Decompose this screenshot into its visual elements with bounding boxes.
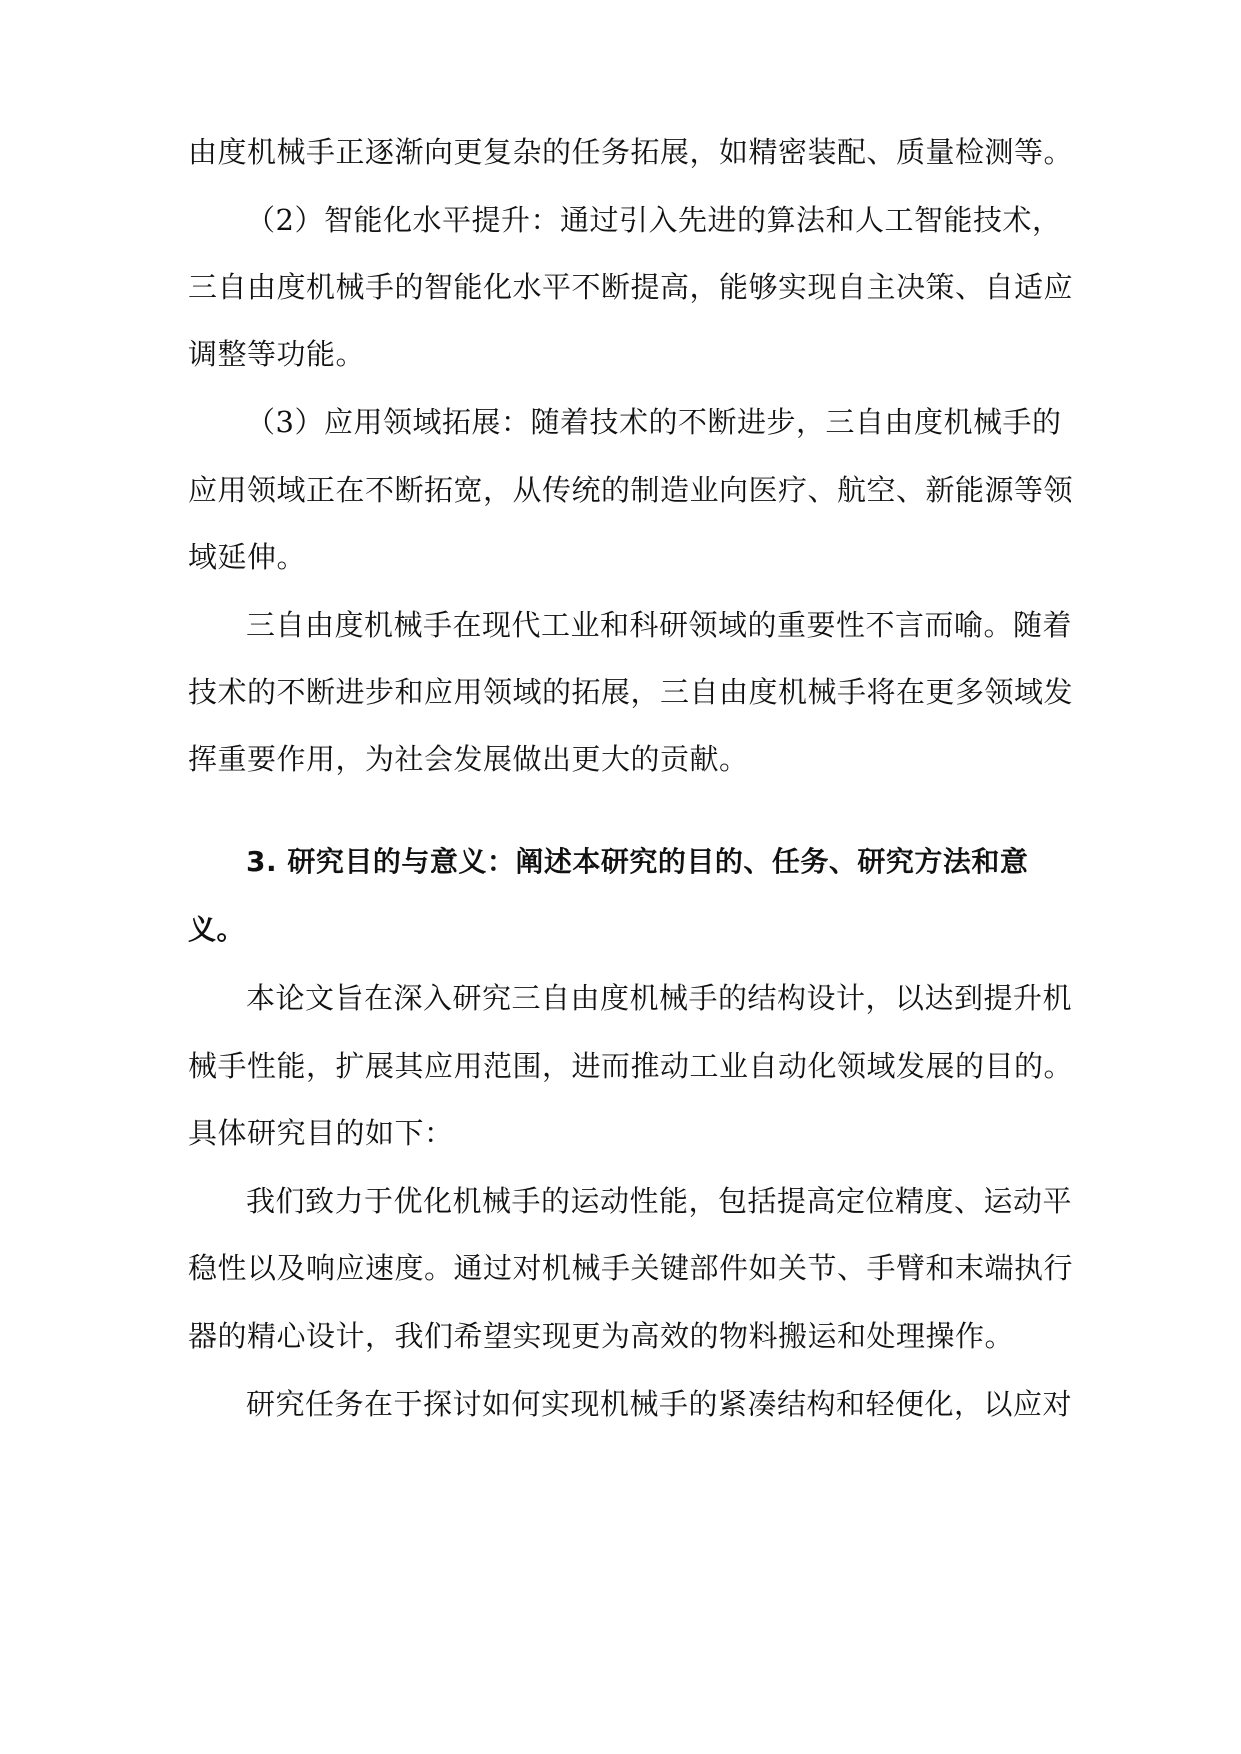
- text-line: 应用领域正在不断拓宽，从传统的制造业向医疗、航空、新能源等领: [188, 473, 1074, 507]
- text-line: 挥重要作用，为社会发展做出更大的贡献。: [188, 742, 749, 776]
- text-line: （3）应用领域拓展：随着技术的不断进步，三自由度机械手的: [246, 405, 1062, 439]
- text-line: 我们致力于优化机械手的运动性能，包括提高定位精度、运动平: [246, 1184, 1073, 1218]
- text-line: 调整等功能。: [188, 337, 366, 371]
- text-line: 三自由度机械手的智能化水平不断提高，能够实现自主决策、自适应: [188, 270, 1074, 304]
- text-line: 技术的不断进步和应用领域的拓展，三自由度机械手将在更多领域发: [188, 675, 1074, 709]
- text-line: 由度机械手正逐渐向更复杂的任务拓展，如精密装配、质量检测等。: [188, 135, 1074, 169]
- text-line: 本论文旨在深入研究三自由度机械手的结构设计，以达到提升机: [246, 981, 1073, 1015]
- text-line: 器的精心设计，我们希望实现更为高效的物料搬运和处理操作。: [188, 1319, 1015, 1353]
- text-line: 稳性以及响应速度。通过对机械手关键部件如关节、手臂和末端执行: [188, 1251, 1074, 1285]
- text-line: 械手性能，扩展其应用范围，进而推动工业自动化领域发展的目的。: [188, 1049, 1074, 1083]
- text-line: （2）智能化水平提升：通过引入先进的算法和人工智能技术，: [246, 203, 1062, 237]
- text-line: 具体研究目的如下：: [188, 1116, 454, 1150]
- text-line: 研究任务在于探讨如何实现机械手的紧凑结构和轻便化，以应对: [246, 1387, 1073, 1421]
- section-heading: 3. 研究目的与意义：阐述本研究的目的、任务、研究方法和意: [246, 845, 1029, 878]
- text-line: 域延伸。: [188, 540, 307, 574]
- section-heading: 义。: [188, 913, 246, 946]
- text-line: 三自由度机械手在现代工业和科研领域的重要性不言而喻。随着: [246, 608, 1073, 642]
